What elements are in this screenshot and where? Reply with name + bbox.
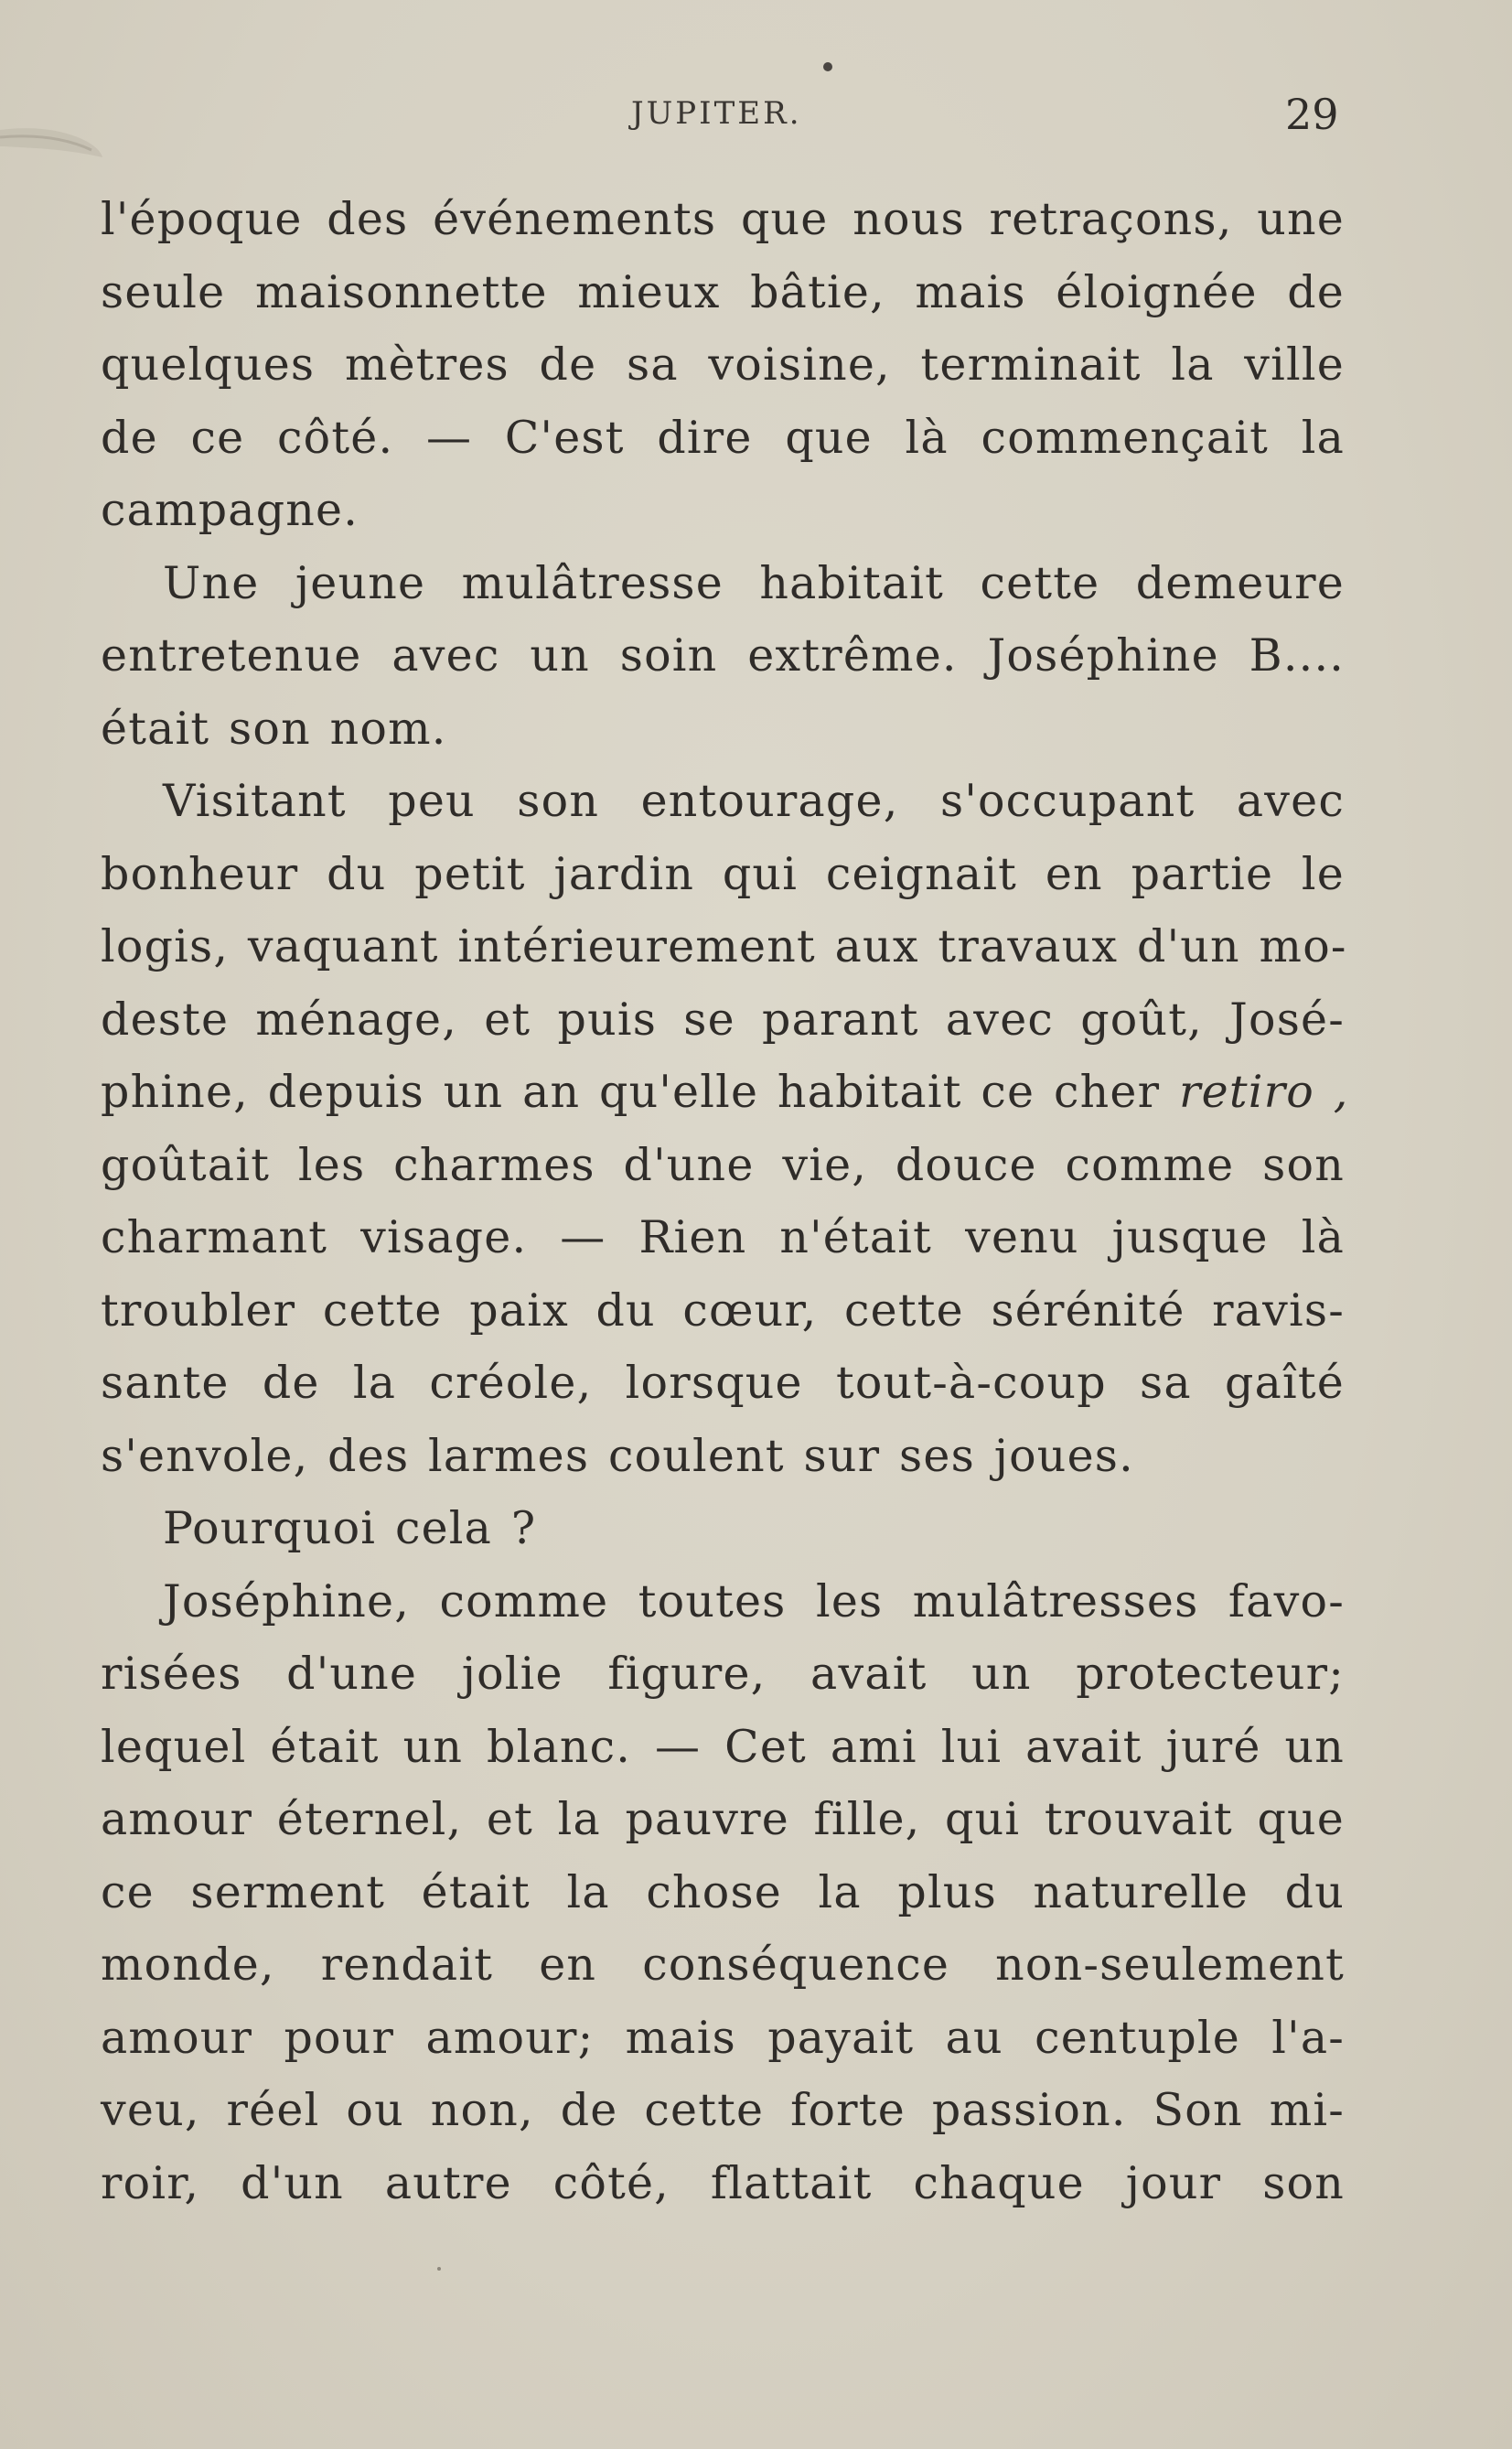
text-line: Pourquoi cela ?	[163, 1502, 537, 1554]
text-line: lequel était un blanc. — Cet ami lui avait juré un	[101, 1720, 1345, 1773]
running-header	[0, 90, 1512, 145]
text-line: amour pour amour; mais payait au centuple l'a-	[101, 2011, 1345, 2064]
text-line: logis, vaquant intérieurement aux travaux d'un mo-	[101, 920, 1347, 972]
text-line: roir, d'un autre côté, flattait chaque jour son	[101, 2156, 1345, 2209]
text-line: était son nom.	[101, 702, 447, 755]
text-line: Joséphine, comme toutes les mulâtresses favo-	[163, 1574, 1345, 1627]
text-line: campagne.	[101, 484, 359, 536]
text-line: veu, réel ou non, de cette forte passion. Son mi-	[101, 2084, 1345, 2136]
text-line: s'envole, des larmes coulent sur ses joues.	[101, 1429, 1134, 1482]
text-line: amour éternel, et la pauvre fille, qui trouvait que	[101, 1793, 1345, 1845]
text-line: goûtait les charmes d'une vie, douce comme son	[101, 1138, 1345, 1191]
text-line: deste ménage, et puis se parant avec goût, José-	[101, 993, 1345, 1046]
paper-speck	[437, 2267, 441, 2271]
text-line: Une jeune mulâtresse habitait cette demeure	[163, 556, 1345, 609]
text-line-start: phine, depuis un an qu'elle habitait ce cher	[101, 1066, 1161, 1118]
text-line: seule maisonnette mieux bâtie, mais éloignée de	[101, 265, 1345, 318]
italic-word: retiro ,	[1179, 1066, 1349, 1118]
text-line: troubler cette paix du cœur, cette sérénité ravis-	[101, 1284, 1345, 1337]
text-line: de ce côté. — C'est dire que là commençait la	[101, 411, 1345, 464]
text-line: ce serment était la chose la plus naturelle du	[101, 1865, 1345, 1918]
text-line: charmant visage. — Rien n'était venu jusque là	[101, 1211, 1345, 1263]
text-line: l'époque des événements que nous retraçons, une	[101, 193, 1345, 245]
body-text	[101, 183, 1349, 2219]
text-line: Visitant peu son entourage, s'occupant avec	[163, 775, 1345, 827]
page-number: 29	[1285, 90, 1339, 139]
text-line-with-italic	[101, 1056, 1349, 1129]
text-line: sante de la créole, lorsque tout-à-coup sa gaîté	[101, 1357, 1345, 1409]
text-line: entretenue avec un soin extrême. Joséphine B....	[101, 629, 1345, 682]
text-line: quelques mètres de sa voisine, terminait la ville	[101, 338, 1345, 391]
ink-dot	[823, 62, 832, 71]
running-title: JUPITER.	[631, 95, 802, 132]
text-line: monde, rendait en conséquence non-seulement	[101, 1939, 1345, 1991]
text-line: risées d'une jolie figure, avait un protecteur;	[101, 1648, 1345, 1700]
text-line: bonheur du petit jardin qui ceignait en partie le	[101, 847, 1345, 900]
